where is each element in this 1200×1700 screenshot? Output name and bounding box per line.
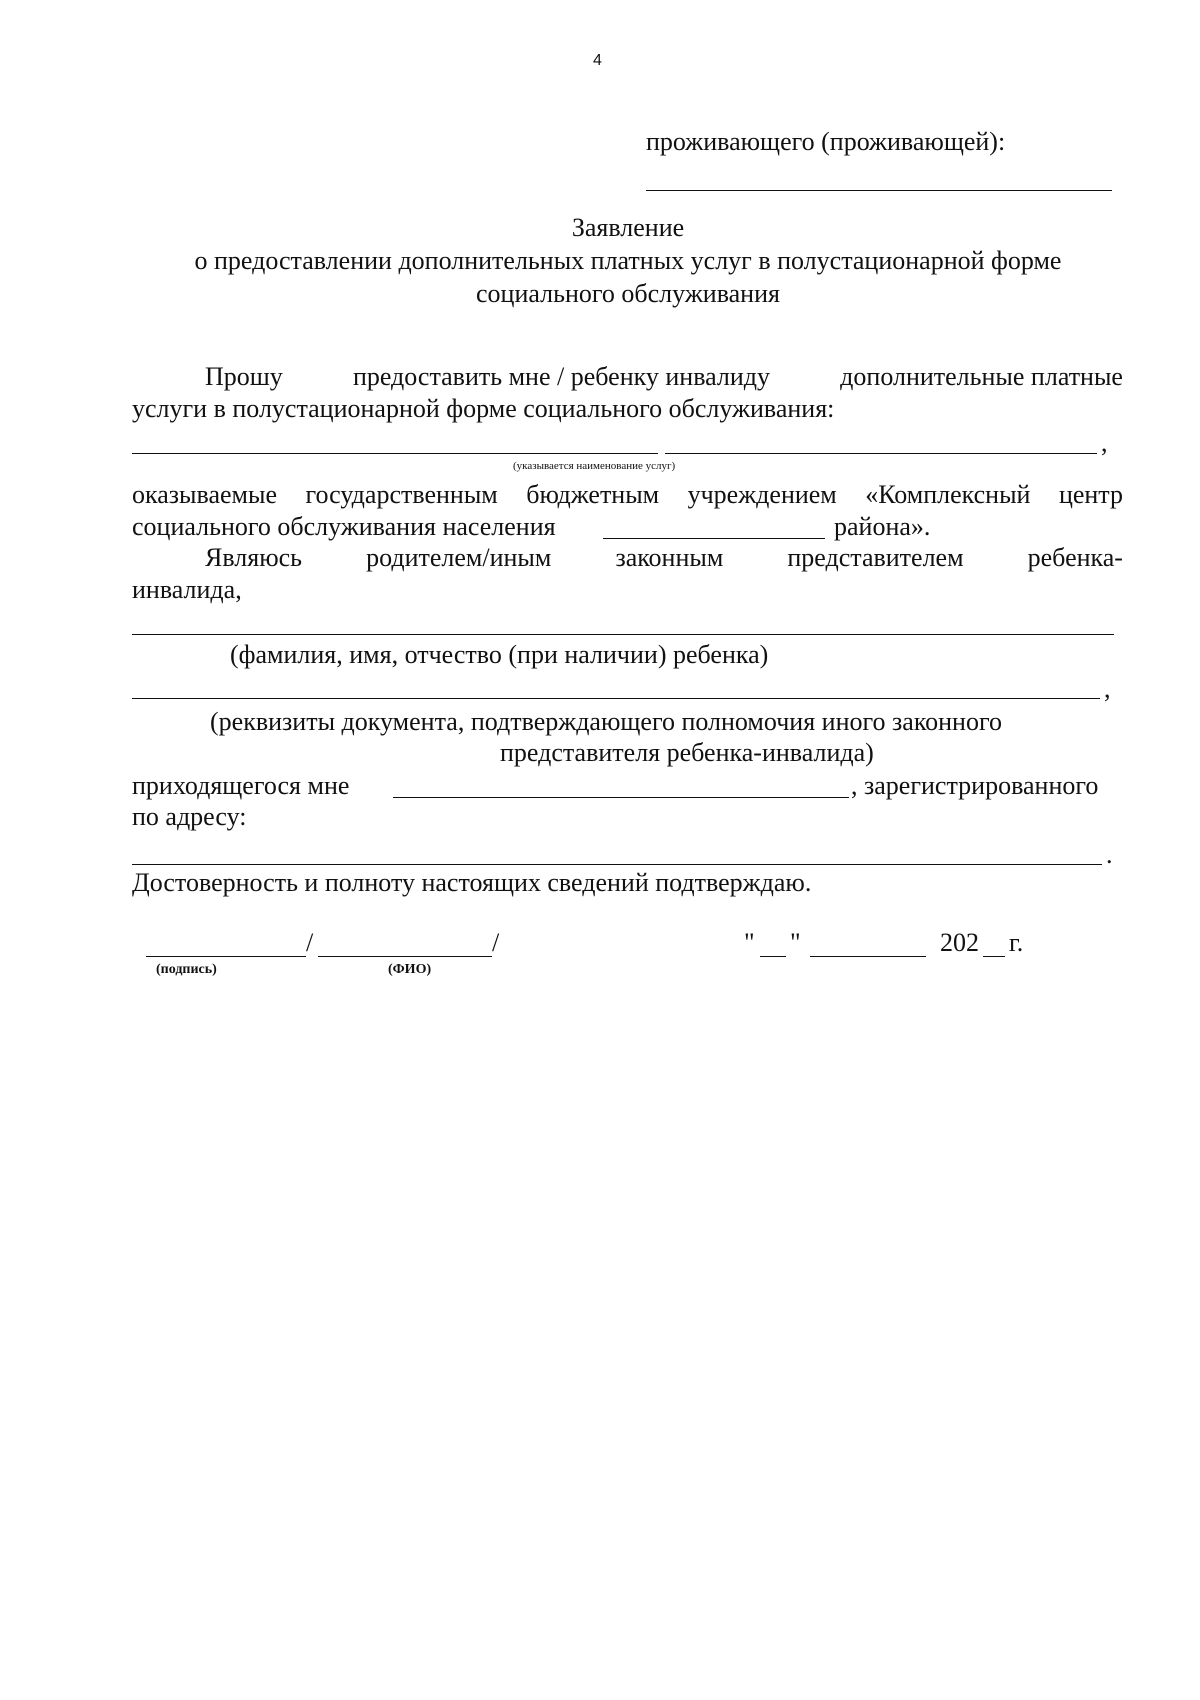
services-blank-line-1[interactable] <box>132 453 658 454</box>
relation-blank-line[interactable] <box>393 797 849 798</box>
signature-caption: (подпись) <box>156 962 217 977</box>
residence-label: проживающего (проживающей): <box>646 127 1006 156</box>
address-blank-line[interactable] <box>132 864 1102 865</box>
representative-word: представителем <box>787 543 964 572</box>
representative-line1 <box>205 543 1123 573</box>
document-subtitle-line1: о предоставлении дополнительных платных услуг в полустационарной форме <box>194 246 1062 275</box>
child-name-blank-line[interactable] <box>132 634 1114 635</box>
date-month-blank-line[interactable] <box>810 956 926 957</box>
provider-line1 <box>132 480 1123 510</box>
provider-word: «Комплексный <box>865 480 1031 509</box>
signature-slash-2: / <box>492 928 500 957</box>
signature-slash-1: / <box>306 928 314 957</box>
date-year-blank-line[interactable] <box>983 956 1005 957</box>
provider-word: центр <box>1058 480 1123 509</box>
services-blank-line-2[interactable] <box>665 453 1097 454</box>
request-line1 <box>205 362 1123 392</box>
representative-word: законным <box>615 543 724 572</box>
representative-word: Являюсь <box>205 543 303 572</box>
request-word: дополнительные платные <box>840 362 1123 391</box>
provider-line2-suffix: района». <box>834 512 931 541</box>
provider-line2-prefix: социального обслуживания населения <box>132 512 556 541</box>
representative-line2: инвалида, <box>132 575 242 604</box>
name-blank-line[interactable] <box>318 956 492 957</box>
relation-prefix: приходящегося мне <box>132 771 350 800</box>
signature-blank-line[interactable] <box>146 956 306 957</box>
representative-word: родителем/иным <box>366 543 552 572</box>
page-number: 4 <box>593 52 602 69</box>
representative-word: ребенка- <box>1027 543 1123 572</box>
provider-word: государственным <box>305 480 498 509</box>
address-label: по адресу: <box>132 802 247 831</box>
document-title: Заявление <box>571 213 685 242</box>
provider-word: учреждением <box>687 480 837 509</box>
provider-word: оказываемые <box>132 480 277 509</box>
residence-blank-line[interactable] <box>646 190 1112 191</box>
name-caption: (ФИО) <box>388 962 432 977</box>
provider-word: бюджетным <box>526 480 660 509</box>
date-year-prefix: 202 <box>940 928 979 957</box>
request-word: Прошу <box>205 362 283 391</box>
document-subtitle-line2: социального обслуживания <box>476 279 780 308</box>
document-blank-line[interactable] <box>132 698 1100 699</box>
services-caption: (указывается наименование услуг) <box>513 460 676 472</box>
date-quote-open: " <box>744 928 755 957</box>
child-caption: (фамилия, имя, отчество (при наличии) ребенка) <box>230 640 769 669</box>
document-caption-line1: (реквизиты документа, подтверждающего полномочия иного законного <box>210 707 1002 736</box>
services-comma: , <box>1101 428 1108 457</box>
confirmation-text: Достоверность и полноту настоящих сведений подтверждаю. <box>132 868 812 897</box>
document-caption-line2: представителя ребенка-инвалида) <box>500 738 874 767</box>
request-word: предоставить мне / ребенку инвалиду <box>352 362 771 391</box>
relation-suffix: , зарегистрированного <box>851 771 1099 800</box>
date-day-blank-line[interactable] <box>760 956 786 957</box>
address-end: . <box>1106 840 1113 869</box>
date-year-suffix: г. <box>1009 928 1024 957</box>
district-blank-line[interactable] <box>603 538 825 539</box>
document-comma: , <box>1104 674 1111 703</box>
date-quote-close: " <box>790 928 801 957</box>
request-line2: услуги в полустационарной форме социального обслуживания: <box>132 394 835 423</box>
